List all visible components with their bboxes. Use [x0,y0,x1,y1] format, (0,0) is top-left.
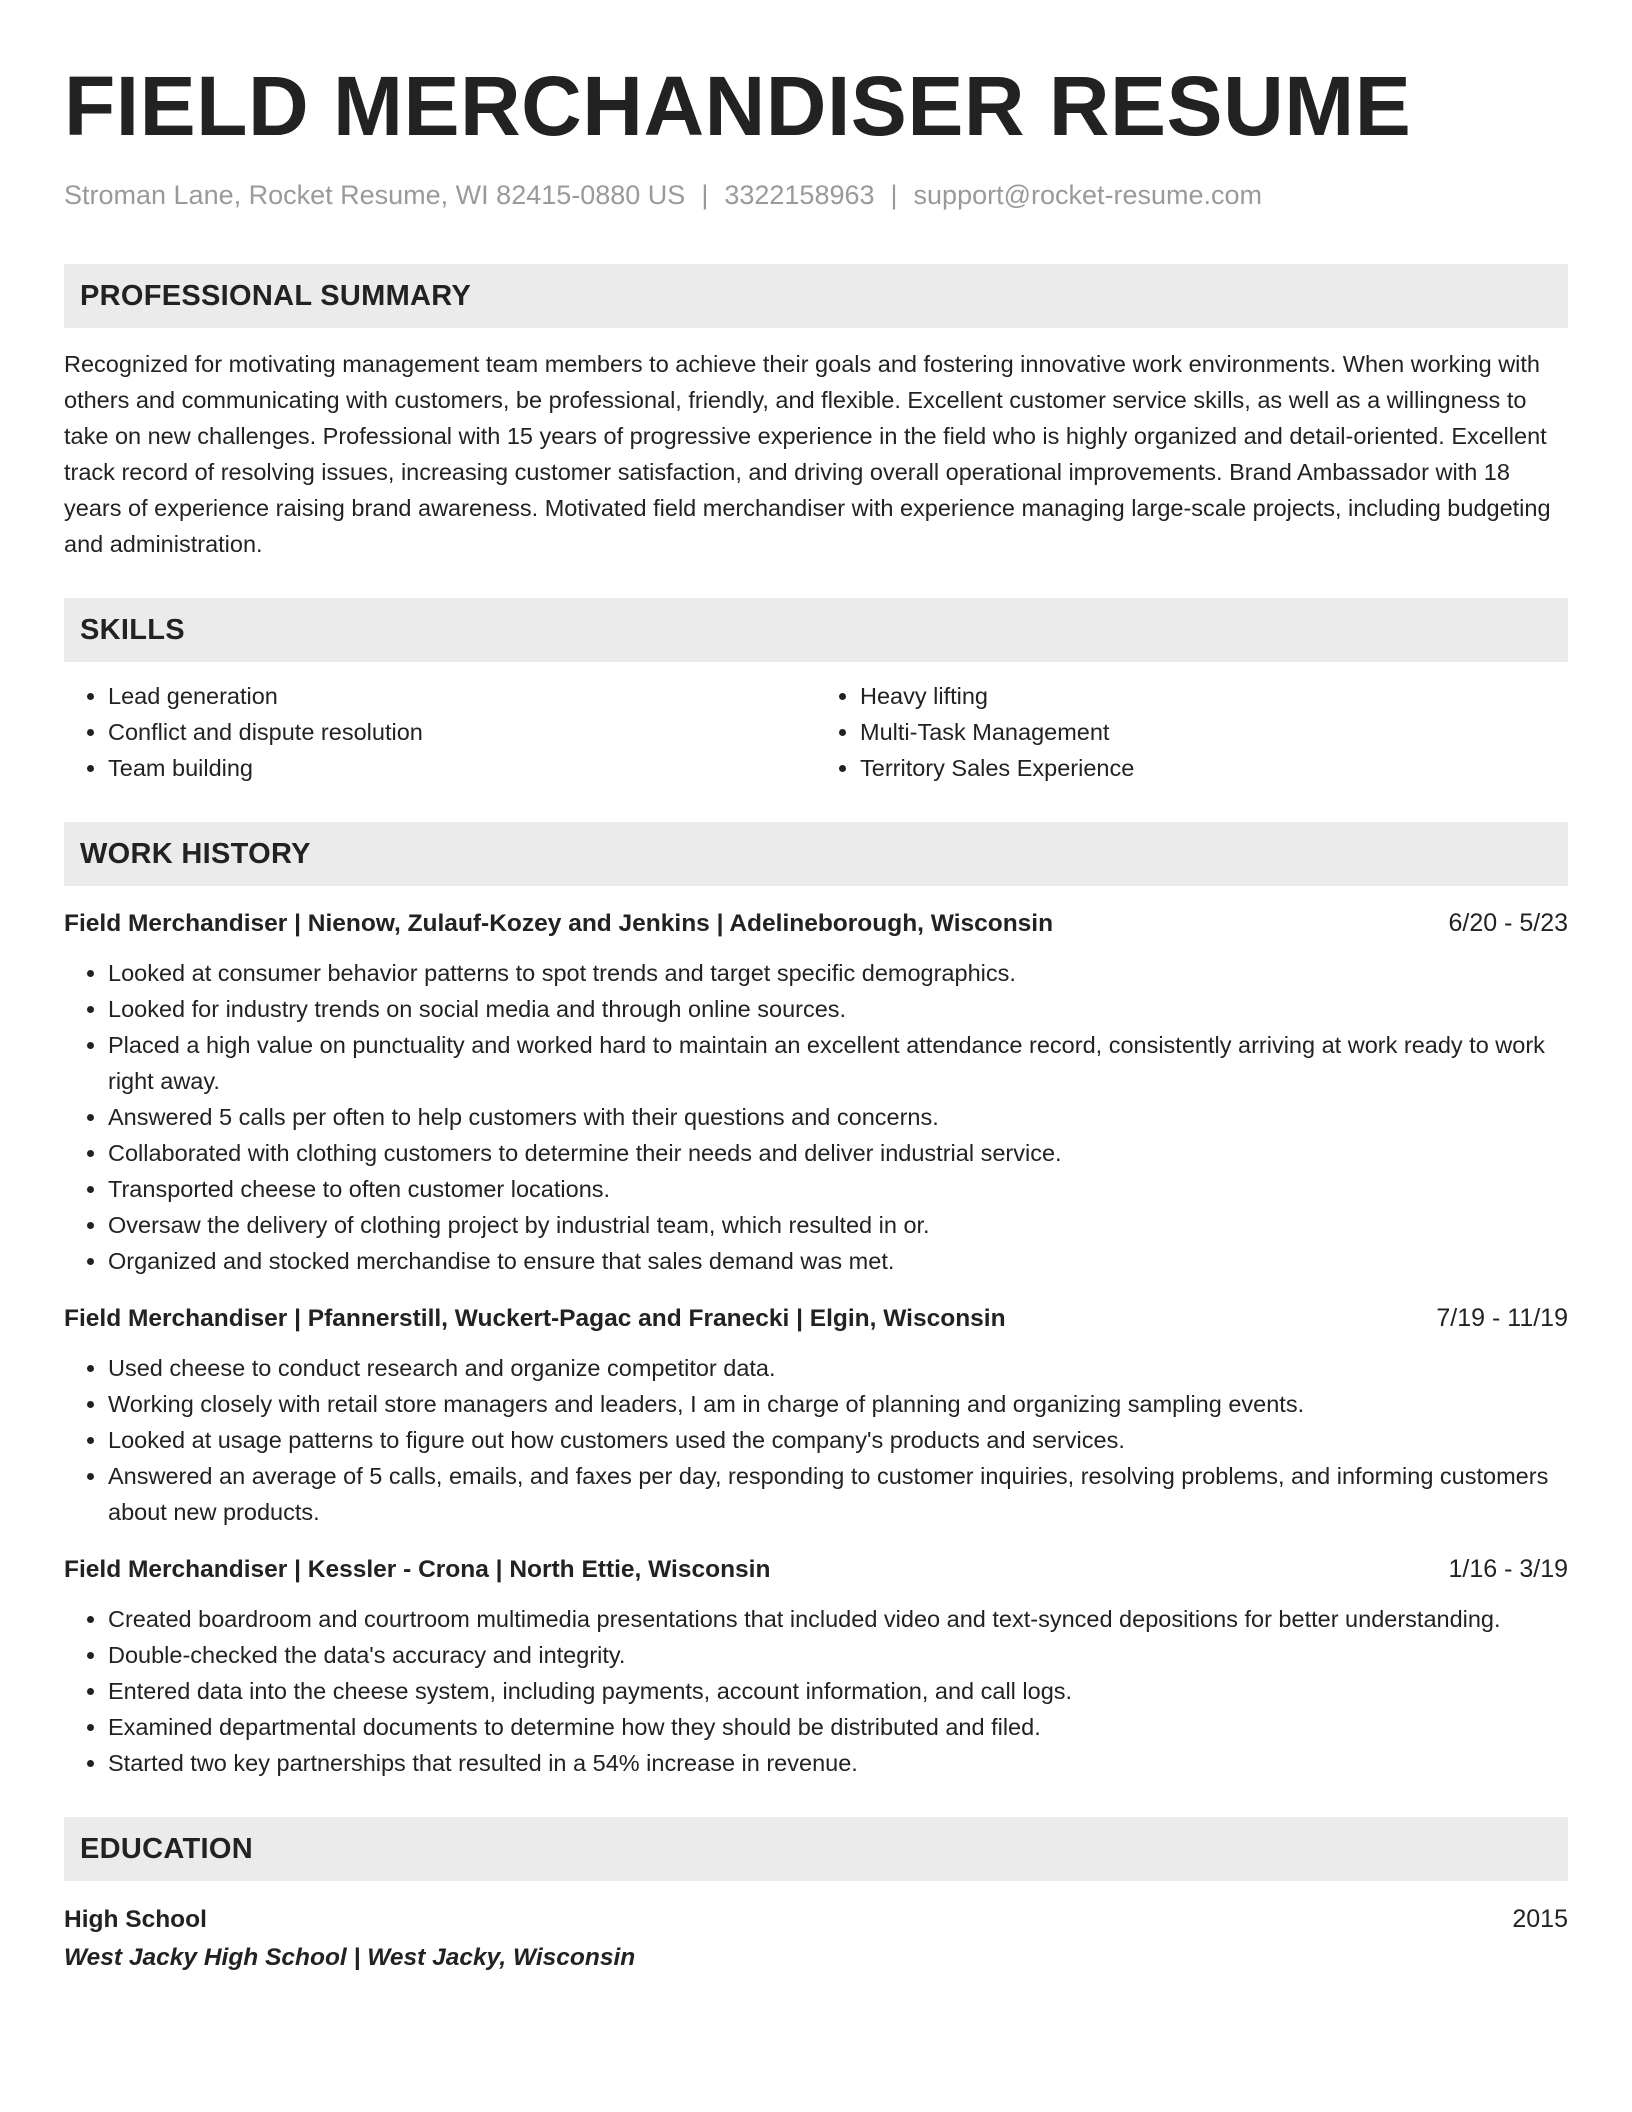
work-section-header: WORK HISTORY [64,822,1568,886]
skills-column-right [816,678,1568,786]
job-heading: Field Merchandiser | Nienow, Zulauf-Kozey and Jenkins | Adelineborough, Wisconsin [64,910,1054,937]
job-bullet: • Used cheese to conduct research and organize competitor data. [108,1350,1568,1386]
education-section-header: EDUCATION [64,1817,1568,1881]
skills-column-left [64,678,816,786]
skills-section-header: SKILLS [64,598,1568,662]
skill-item: • Conflict and dispute resolution [108,714,816,750]
job-entry [64,1301,1568,1530]
education-school: West Jacky High School | West Jacky, Wisconsin [64,1944,636,1971]
job-entry [64,906,1568,1279]
job-header [64,1301,1568,1336]
contact-line [64,178,1568,212]
skill-item: • Team building [108,750,816,786]
job-header [64,1552,1568,1587]
contact-separator: | [890,180,898,210]
skill-item: • Territory Sales Experience [860,750,1568,786]
job-bullet: • Double-checked the data's accuracy and integrity. [108,1637,1568,1673]
contact-address: Stroman Lane, Rocket Resume, WI 82415-0880 US [64,180,686,210]
education-year: 2015 [1512,1905,1568,1933]
job-bullet: • Answered an average of 5 calls, emails, and faxes per day, responding to customer inquiries, resolving problems, and informing customers about new products. [108,1458,1568,1530]
job-bullet: • Examined departmental documents to determine how they should be distributed and filed. [108,1709,1568,1745]
job-bullet: • Transported cheese to often customer locations. [108,1171,1568,1207]
summary-section-header: PROFESSIONAL SUMMARY [64,264,1568,328]
job-heading: Field Merchandiser | Pfannerstill, Wuckert-Pagac and Franecki | Elgin, Wisconsin [64,1305,1006,1332]
job-bullet: • Looked at usage patterns to figure out how customers used the company's products and services. [108,1422,1568,1458]
job-entry [64,1552,1568,1781]
skill-item: • Heavy lifting [860,678,1568,714]
resume-title: FIELD MERCHANDISER RESUME [64,59,1412,153]
contact-phone: 3322158963 [724,180,875,210]
contact-separator: | [701,180,709,210]
job-bullet: • Placed a high value on punctuality and worked hard to maintain an excellent attendance record, consistently arriving at work ready to work right away. [108,1027,1568,1099]
contact-email: support@rocket-resume.com [913,180,1263,210]
education-header [64,1901,1568,1938]
skills-list [64,678,1568,786]
summary-text: Recognized for motivating management team members to achieve their goals and fostering innovative work environments. When working with others and communicating with customers, be professional, friendly, and flexible. Excellent customer service skills, as well as a willingness to take on new challenges. Professional with 15 years of progressive experience in the field who is highly organized and detail-oriented. Excellent track record of resolving issues, increasing customer satisfaction, and driving overall operational improvements. Brand Ambassador with 18 years of experience raising brand awareness. Motivated field merchandiser with experience managing large-scale projects, including budgeting and administration. [64,351,1551,557]
job-bullets [64,1350,1568,1530]
job-bullets [64,955,1568,1279]
job-bullet: • Looked at consumer behavior patterns to spot trends and target specific demographics. [108,955,1568,991]
job-bullet: • Organized and stocked merchandise to ensure that sales demand was met. [108,1243,1568,1279]
education-degree: High School [64,1906,207,1933]
job-header [64,906,1568,941]
job-bullet: • Oversaw the delivery of clothing project by industrial team, which resulted in or. [108,1207,1568,1243]
job-bullet: • Created boardroom and courtroom multimedia presentations that included video and text-synced depositions for better understanding. [108,1601,1568,1637]
job-bullets [64,1601,1568,1781]
skill-item: • Lead generation [108,678,816,714]
skill-item: • Multi-Task Management [860,714,1568,750]
job-dates: 6/20 - 5/23 [1448,909,1568,937]
job-bullet: • Collaborated with clothing customers to determine their needs and deliver industrial service. [108,1135,1568,1171]
job-bullet: • Started two key partnerships that resulted in a 54% increase in revenue. [108,1745,1568,1781]
job-bullet: • Looked for industry trends on social media and through online sources. [108,991,1568,1027]
job-dates: 7/19 - 11/19 [1436,1304,1568,1332]
job-bullet: • Answered 5 calls per often to help customers with their questions and concerns. [108,1099,1568,1135]
job-heading: Field Merchandiser | Kessler - Crona | North Ettie, Wisconsin [64,1556,771,1583]
job-bullet: • Entered data into the cheese system, including payments, account information, and call logs. [108,1673,1568,1709]
job-bullet: • Working closely with retail store managers and leaders, I am in charge of planning and organizing sampling events. [108,1386,1568,1422]
job-dates: 1/16 - 3/19 [1448,1555,1568,1583]
